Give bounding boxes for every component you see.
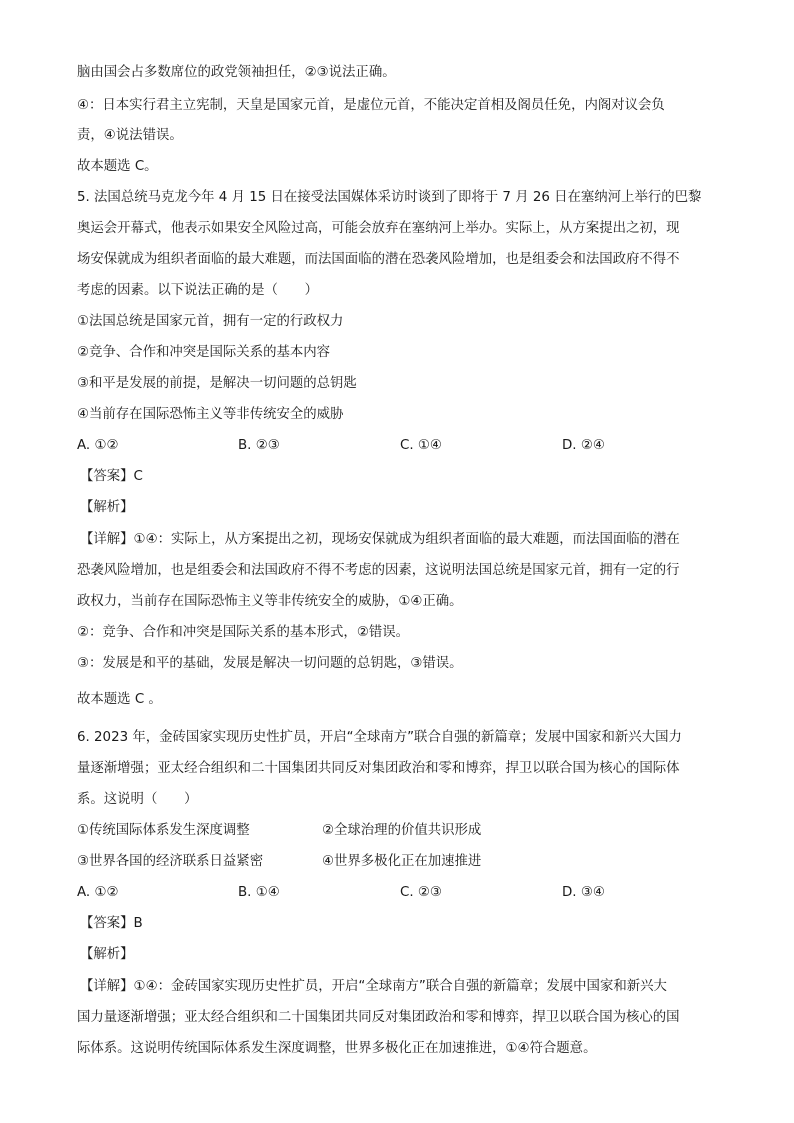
q6-analysis-heading: 【解析】 — [80, 947, 134, 962]
q5-analysis-heading: 【解析】 — [80, 500, 134, 515]
q5-option-c: C. ①④ — [400, 438, 442, 453]
q5-statement-1: ①法国总统是国家元首，拥有一定的行政权力 — [77, 314, 344, 329]
q6-stem: 系。这说明（ ） — [77, 792, 198, 807]
continued-text-line: 脑由国会占多数席位的政党领袖担任，②③说法正确。 — [77, 65, 396, 80]
q6-option-b: B. ①④ — [238, 885, 280, 900]
continued-text-line: 责，④说法错误。 — [77, 128, 183, 143]
q5-detail: ②：竞争、合作和冲突是国际关系的基本形式，②错误。 — [77, 625, 409, 640]
q5-detail: 政权力，当前存在国际恐怖主义等非传统安全的威胁，①④正确。 — [77, 594, 463, 609]
q5-option-a: A. ①② — [77, 438, 119, 453]
q6-statements-row-2 — [77, 852, 717, 872]
q5-answer: 【答案】C — [80, 469, 143, 484]
q5-detail: 【详解】①④：实际上，从方案提出之初，现场安保就成为组织者面临的最大难题，而法国面临的潜在 — [80, 532, 680, 547]
q6-statement-1: ①传统国际体系发生深度调整 — [77, 823, 250, 838]
q6-stem: 量逐渐增强；亚太经合组织和二十国集团共同反对集团政治和零和博弈，捍卫以联合国为核心的国际体 — [77, 761, 680, 776]
q6-statement-4: ④世界多极化正在加速推进 — [322, 854, 482, 869]
q5-statement-3: ③和平是发展的前提，是解决一切问题的总钥匙 — [77, 376, 357, 391]
q5-statement-2: ②竞争、合作和冲突是国际关系的基本内容 — [77, 345, 331, 360]
q5-detail: 恐袭风险增加，也是组委会和法国政府不得不考虑的因素，这说明法国总统是国家元首，拥有一定的行 — [77, 563, 680, 578]
q6-statement-2: ②全球治理的价值共识形成 — [322, 823, 482, 838]
q6-detail: 际体系。这说明传统国际体系发生深度调整，世界多极化正在加速推进，①④符合题意。 — [77, 1041, 597, 1056]
q6-option-d: D. ③④ — [562, 885, 605, 900]
q5-stem: 5. 法国总统马克龙今年 4 月 15 日在接受法国媒体采访时谈到了即将于 7 月 26 日在塞纳河上举行的巴黎 — [77, 190, 702, 205]
q5-option-d: D. ②④ — [562, 438, 605, 453]
q6-detail: 【详解】①④：金砖国家实现历史性扩员，开启“全球南方”联合自强的新篇章；发展中国家和新兴大 — [80, 979, 667, 994]
continued-text-line: ④：日本实行君主立宪制，天皇是国家元首，是虚位元首，不能决定首相及阁员任免，内阁对议会负 — [77, 98, 665, 113]
q6-option-c: C. ②③ — [400, 885, 442, 900]
q5-option-b: B. ②③ — [238, 438, 280, 453]
q6-options — [77, 883, 717, 903]
q5-stem: 场安保就成为组织者面临的最大难题，而法国面临的潜在恐袭风险增加，也是组委会和法国政府不得不 — [77, 252, 680, 267]
q6-detail: 国力量逐渐增强；亚太经合组织和二十国集团共同反对集团政治和零和博弈，捍卫以联合国为核心的国 — [77, 1010, 680, 1025]
q6-answer: 【答案】B — [80, 916, 143, 931]
q5-stem: 考虑的因素。以下说法正确的是（ ） — [77, 283, 319, 298]
q5-detail: ③：发展是和平的基础，发展是解决一切问题的总钥匙，③错误。 — [77, 656, 463, 671]
q5-options — [77, 436, 717, 456]
q6-statement-3: ③世界各国的经济联系日益紧密 — [77, 854, 264, 869]
q5-statement-4: ④当前存在国际恐怖主义等非传统安全的威胁 — [77, 407, 344, 422]
q6-stem: 6. 2023 年，金砖国家实现历史性扩员，开启“全球南方”联合自强的新篇章；发展中国家和新兴大国力 — [77, 730, 682, 745]
conclusion-line: 故本题选 C。 — [77, 159, 158, 174]
q6-option-a: A. ①② — [77, 885, 119, 900]
q6-statements-row-1 — [77, 821, 717, 841]
q5-conclusion: 故本题选 C 。 — [77, 692, 162, 707]
q5-stem: 奥运会开幕式，他表示如果安全风险过高，可能会放弃在塞纳河上举办。实际上，从方案提出之初，现 — [77, 221, 680, 236]
